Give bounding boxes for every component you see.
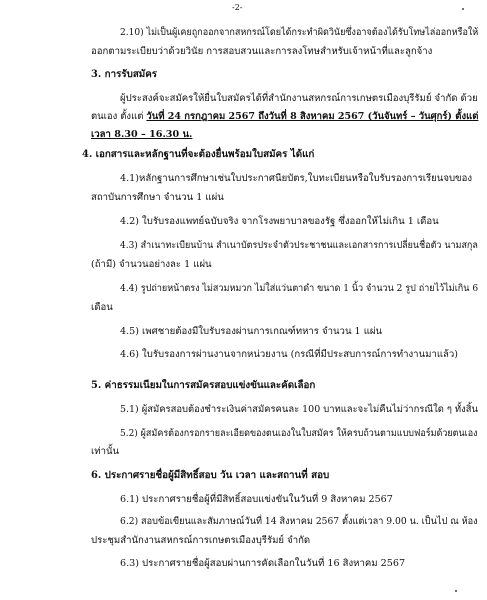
item-4-1-line2: สถาบันการศึกษา จำนวน 1 แผ่น — [91, 192, 224, 203]
section-3-line2-prefix: ตนเอง ตั้งแต่ — [91, 111, 147, 122]
page-number: -2- — [232, 3, 243, 12]
scan-speck — [462, 8, 464, 10]
scan-speck — [455, 590, 457, 592]
item-6-3: 6.3) ประกาศรายชื่อผู้สอบผ่านการคัดเลือกในวันที่ 16 สิงหาคม 2567 — [120, 558, 406, 569]
section-3-line1: ผู้ประสงค์จะสมัครให้ยื่นใบสมัครได้ที่สำนักงานสหกรณ์การเกษตรเมืองบุรีรัมย์ จำกัด ด้วย — [120, 93, 478, 104]
item-4-1-line1: 4.1)หลักฐานการศึกษาเช่นใบประกาศนียบัตร,ใบทะเบียนหรือใบรับรองการเรียนจบของ — [120, 173, 473, 184]
item-4-2: 4.2) ใบรับรองแพทย์ฉบับจริง จากโรงพยาบาลของรัฐ ซึ่งออกให้ไม่เกิน 1 เดือน — [120, 216, 439, 227]
item-4-6: 4.6) ใบรับรองการผ่านงานจากหน่วยงาน (กรณีที่มีประสบการณ์การทำงานมาแล้ว) — [120, 349, 459, 360]
item-4-4-line1: 4.4) รูปถ่ายหน้าตรง ไม่สวมหมวก ไม่ใส่แว่นตาดำ ขนาด 1 นิ้ว จำนวน 2 รูป ถ่ายไว้ไม่เกิน 6 — [120, 283, 479, 294]
item-5-2-line2: เท่านั้น — [91, 446, 120, 457]
item-6-2-line1: 6.2) สอบข้อเขียนและสัมภาษณ์วันที่ 14 สิงหาคม 2567 ตั้งแต่เวลา 9.00 น. เป็นไป ณ ห้อง — [120, 516, 478, 527]
application-period: วันที่ 24 กรกฎาคม 2567 ถึงวันที่ 8 สิงหาคม 2567 (วันจันทร์ – วันศุกร์) ตั้งแต่ — [146, 111, 479, 122]
section-6-heading: 6. ประกาศรายชื่อผู้มีสิทธิ์สอบ วัน เวลา และสถานที่ สอบ — [91, 470, 330, 481]
item-4-5: 4.5) เพศชายต้องมีใบรับรองผ่านการเกณฑ์ทหาร จำนวน 1 แผ่น — [120, 326, 383, 337]
item-4-3-line2: (ถ้ามี) จำนวนอย่างละ 1 แผ่น — [91, 259, 212, 270]
section-4-heading: 4. เอกสารและหลักฐานที่จะต้องยื่นพร้อมใบสมัคร ได้แก่ — [82, 149, 315, 160]
item-2-10-line2: ออกตามระเบียบว่าด้วยวินัย การสอบสวนและการลงโทษสำหรับเจ้าหน้าที่และลูกจ้าง — [91, 46, 433, 57]
item-5-2-line1: 5.2) ผู้สมัครต้องกรอกรายละเอียดของตนเองในใบสมัคร ให้ครบถ้วนตามแบบฟอร์มด้วยตนเอง — [120, 428, 478, 439]
section-3-heading: 3. การรับสมัคร — [91, 69, 158, 80]
item-4-4-line2: เดือน — [91, 302, 113, 313]
item-4-3-line1: 4.3) สำเนาทะเบียนบ้าน สำเนาบัตรประจำตัวประชาชนและเอกสารการเปลี่ยนชื่อตัว นามสกุล — [120, 240, 478, 251]
item-6-2-line2: ประชุมสำนักงานสหกรณ์การเกษตรเมืองบุรีรัมย์ จำกัด — [91, 535, 311, 546]
item-6-1: 6.1) ประกาศรายชื่อผู้ที่มีสิทธิ์สอบแข่งขันในวันที่ 9 สิงหาคม 2567 — [120, 494, 393, 505]
item-5-1: 5.1) ผู้สมัครสอบต้องชำระเงินค่าสมัครคนละ 100 บาทและจะไม่คืนไม่ว่ากรณีใด ๆ ทั้งสิ้น — [120, 404, 478, 415]
section-3-line2 — [91, 111, 478, 123]
item-2-10-line1: 2.10) ไม่เป็นผู้เคยถูกออกจากสหกรณ์โดยได้กระทำผิดวินัยซึ่งอาจต้องได้รับโทษไล่ออกหรือให้ — [120, 27, 479, 38]
section-5-heading: 5. ค่าธรรมเนียมในการสมัครสอบแข่งขันและคัดเลือก — [91, 380, 316, 391]
application-hours: เวลา 8.30 – 16.30 น. — [91, 129, 193, 140]
